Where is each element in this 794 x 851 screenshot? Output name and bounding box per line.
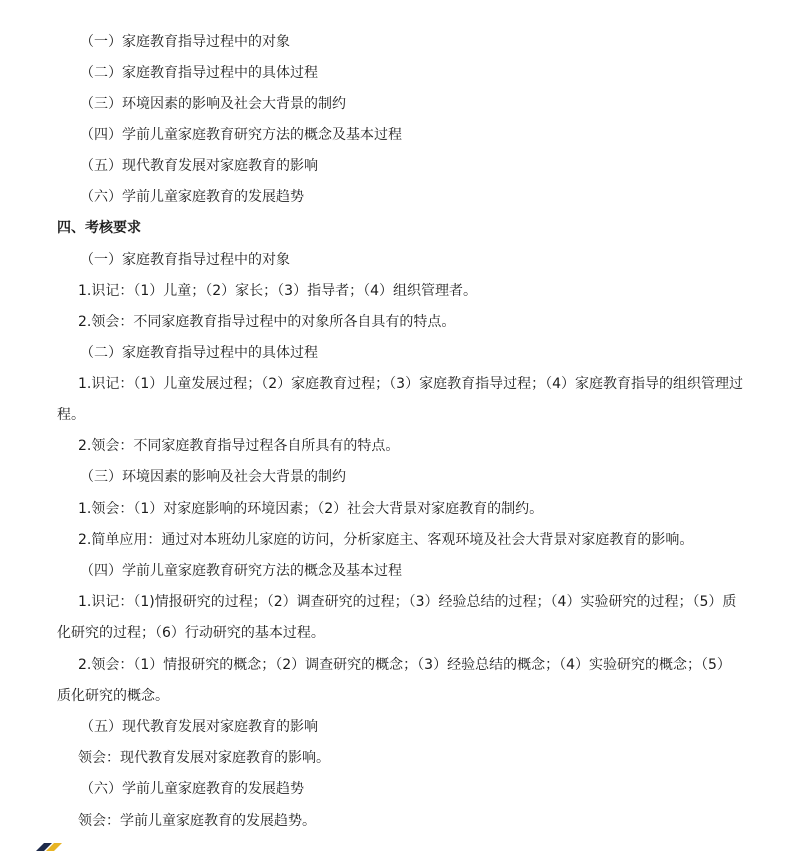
requirement-item: 1.领会：（1）对家庭影响的环境因素；（2）社会大背景对家庭教育的制约。 <box>78 501 544 517</box>
requirement-item-continuation: 程。 <box>57 407 85 423</box>
requirement-item-continuation: 质化研究的概念。 <box>57 688 169 704</box>
requirement-item-continuation: 化研究的过程；（6）行动研究的基本过程。 <box>57 625 325 641</box>
outline-item: （四）学前儿童家庭教育研究方法的概念及基本过程 <box>80 127 402 143</box>
requirement-item: 1.识记：（1）儿童发展过程；（2）家庭教育过程；（3）家庭教育指导过程；（4）家庭教育指导的组织管理过 <box>78 376 743 392</box>
requirement-item: 2.领会：不同家庭教育指导过程各自所具有的特点。 <box>78 438 400 454</box>
outline-item: （二）家庭教育指导过程中的具体过程 <box>80 65 318 81</box>
subsection-heading: （一）家庭教育指导过程中的对象 <box>80 252 290 268</box>
requirement-item: 2.简单应用：通过对本班幼儿家庭的访问，分析家庭主、客观环境及社会大背景对家庭教育的影响。 <box>78 532 694 548</box>
outline-item: （六）学前儿童家庭教育的发展趋势 <box>80 189 304 205</box>
requirement-item: 领会：现代教育发展对家庭教育的影响。 <box>78 750 330 766</box>
subsection-heading: （四）学前儿童家庭教育研究方法的概念及基本过程 <box>80 563 402 579</box>
outline-item: （五）现代教育发展对家庭教育的影响 <box>80 158 318 174</box>
outline-item: （三）环境因素的影响及社会大背景的制约 <box>80 96 346 112</box>
outline-item: （一）家庭教育指导过程中的对象 <box>80 34 290 50</box>
subsection-heading: （六）学前儿童家庭教育的发展趋势 <box>80 781 304 797</box>
requirement-item: 1.识记：（1)情报研究的过程；（2）调查研究的过程；（3）经验总结的过程；（4）实验研究的过程；（5）质 <box>78 594 737 610</box>
requirement-item: 2.领会：（1）情报研究的概念；（2）调查研究的概念；（3）经验总结的概念；（4）实验研究的概念；（5） <box>78 657 731 673</box>
subsection-heading: （二）家庭教育指导过程中的具体过程 <box>80 345 318 361</box>
requirement-item: 2.领会：不同家庭教育指导过程中的对象所各自具有的特点。 <box>78 314 456 330</box>
subsection-heading: （五）现代教育发展对家庭教育的影响 <box>80 719 318 735</box>
section-heading: 四、考核要求 <box>57 220 141 236</box>
corner-stripe-decoration <box>34 843 64 851</box>
requirement-item: 领会：学前儿童家庭教育的发展趋势。 <box>78 813 316 829</box>
subsection-heading: （三）环境因素的影响及社会大背景的制约 <box>80 469 346 485</box>
requirement-item: 1.识记：（1）儿童；（2）家长；（3）指导者；（4）组织管理者。 <box>78 283 477 299</box>
